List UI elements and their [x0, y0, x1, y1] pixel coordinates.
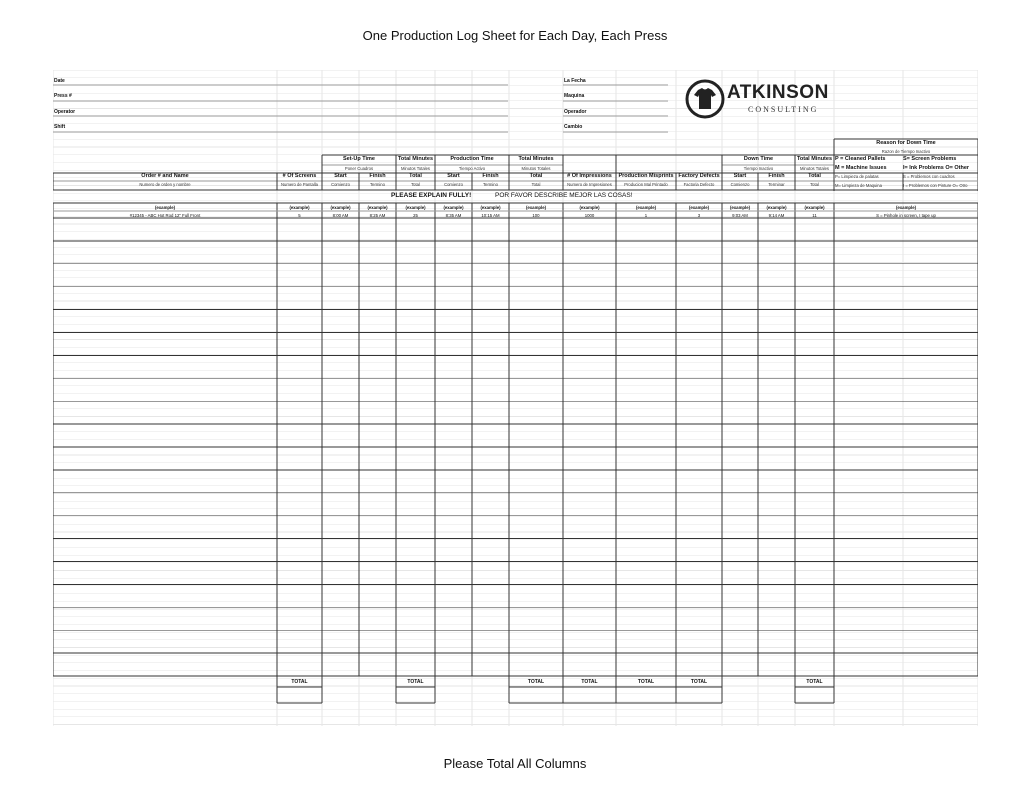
example-down-total: 11 [812, 213, 817, 218]
col-setup-start: Start [334, 173, 347, 179]
production-log-sheet [53, 70, 978, 726]
page-title: One Production Log Sheet for Each Day, Each Press [362, 28, 668, 43]
col-setup-finish: Finish [369, 173, 386, 179]
example-prod-finish: 10:15 AM [481, 213, 500, 218]
reason-p: P = Cleaned Pallets [835, 156, 886, 162]
example-misprints: 1 [644, 213, 648, 218]
col-order-name: Order # and Name [141, 173, 189, 179]
operator-label: Operator [54, 109, 76, 115]
col-down-start: Start [733, 173, 747, 179]
total-production-minutes: TOTAL [527, 679, 545, 685]
col-prod-finish: Finish [482, 173, 499, 179]
reason-i: I= Ink Problems O= Other [903, 165, 970, 171]
example-screens: 5 [298, 213, 301, 218]
col-impressions-es: Numero de Impresiones [567, 182, 612, 187]
example-tag: (example) [579, 205, 600, 210]
reason-es3: M= Limpieza de Maquina [835, 183, 882, 188]
col-prod-start: Start [447, 173, 460, 179]
example-tag: (example) [804, 205, 825, 210]
explain-english: PLEASE EXPLAIN FULLY! [391, 192, 472, 199]
example-impressions: 1000 [584, 213, 595, 218]
example-tag: (example) [688, 205, 710, 210]
shift-label: Shift [54, 124, 66, 130]
example-tag: (example) [443, 205, 464, 210]
example-tag: (example) [766, 205, 787, 210]
col-down-start-es: Comienzo [730, 182, 750, 187]
example-tag: (example) [289, 205, 310, 210]
example-tag: (example) [405, 205, 426, 210]
date-label: Date [54, 78, 65, 84]
example-setup-finish: 8:25 AM [369, 213, 386, 218]
col-prod-finish-es: Termino [483, 182, 498, 187]
example-setup-start: 8:00 AM [332, 213, 349, 218]
production-time-heading: Production Time [450, 156, 494, 162]
col-order-name-es: Numero de orden y nombre [139, 182, 191, 187]
col-setup-total-es: Total [411, 182, 420, 187]
total-minutes-heading-3: Total Minutes [796, 156, 833, 162]
setup-time-heading: Set-Up Time [343, 156, 375, 162]
col-screens: # Of Screens [282, 173, 317, 179]
fecha-label: La Fecha [564, 78, 586, 84]
logo-subtitle: CONSULTING [748, 105, 819, 114]
total-setup-minutes: TOTAL [407, 679, 424, 685]
example-setup-total: 25 [413, 213, 418, 218]
down-time-heading: Down Time [743, 156, 774, 162]
example-prod-total: 100 [532, 213, 540, 218]
total-minutes-heading-2: Total Minutes [518, 156, 554, 162]
reason-subtitle: Razon de Tiempo Inactivo [881, 149, 931, 154]
reason-es1: P= Limpieza de palatas [835, 174, 879, 179]
col-prod-total: Total [529, 173, 543, 179]
example-order: #12345 - ABC Hot Rod 12" Full Front [129, 213, 201, 218]
footer-note: Please Total All Columns [443, 756, 587, 771]
col-down-total: Total [808, 173, 821, 179]
example-tag: (example) [635, 205, 657, 210]
col-misprints-es: Producion Mal Printado [624, 182, 668, 187]
reason-es2: S = Problemos con cuadros [903, 174, 955, 179]
cambio-label: Cambio [564, 124, 583, 130]
example-tag: (example) [330, 205, 351, 210]
reason-title: Reason for Down Time [876, 140, 936, 146]
t-shirt-icon [685, 79, 725, 119]
col-misprints: Production Misprints [618, 173, 674, 179]
total-screens: TOTAL [291, 679, 308, 685]
total-misprints: TOTAL [637, 679, 655, 685]
col-down-total-es: Total [810, 182, 819, 187]
setup-time-es: Poner Cuadros [344, 166, 374, 171]
col-down-finish-es: Terminar [768, 182, 785, 187]
production-time-es: Tiempo Activo [458, 166, 486, 171]
press-label: Press # [54, 93, 72, 99]
example-tag: (example) [367, 205, 388, 210]
reason-s: S= Screen Problems [903, 156, 957, 162]
example-tag: (example) [525, 205, 547, 210]
col-down-finish: Finish [768, 173, 785, 179]
example-defects: 3 [697, 213, 701, 218]
atkinson-logo [683, 78, 843, 120]
total-impressions: TOTAL [581, 679, 598, 685]
col-screens-es: Numero de Pantalla [280, 182, 318, 187]
col-defects: Factory Defects [678, 173, 720, 179]
col-prod-total-es: Total [531, 182, 541, 187]
down-time-es: Tiempo Inactivo [743, 166, 774, 171]
maquina-label: Maquina [564, 93, 585, 99]
reason-m: M = Machine Issues [835, 165, 887, 171]
total-minutes-es-1: Minutos Totales [400, 166, 431, 171]
reason-es4: I = Problemos con Pinture O= Otro [903, 183, 968, 188]
col-defects-es: Factoria Defecto [683, 182, 715, 187]
example-tag: (example) [895, 205, 917, 210]
logo-name: ATKINSON [727, 82, 829, 103]
total-down-minutes: TOTAL [806, 679, 823, 685]
example-tag: (example) [154, 205, 176, 210]
total-minutes-es-3: Minutos Totales [799, 166, 830, 171]
total-defects: TOTAL [690, 679, 708, 685]
col-impressions: # Of Impressions [567, 173, 612, 179]
total-minutes-heading-1: Total Minutes [397, 156, 434, 162]
example-reason: S = Pinhole in screen, I tape up [876, 213, 936, 218]
example-tag: (example) [729, 205, 751, 210]
total-minutes-es-2: Minutos Totales [521, 166, 551, 171]
example-tag: (example) [480, 205, 501, 210]
operador-label: Operador [564, 109, 587, 115]
example-down-start: 9:03 AM [732, 213, 748, 218]
col-setup-finish-es: Termino [370, 182, 385, 187]
example-prod-start: 8:35 AM [445, 213, 462, 218]
col-setup-total: Total [409, 173, 422, 179]
explain-spanish: POR FAVOR DESCRIBE MEJOR LAS COSAS! [495, 192, 633, 199]
col-prod-start-es: Comienzo [444, 182, 463, 187]
example-down-finish: 9:14 AM [768, 213, 785, 218]
col-setup-start-es: Comienzo [331, 182, 350, 187]
